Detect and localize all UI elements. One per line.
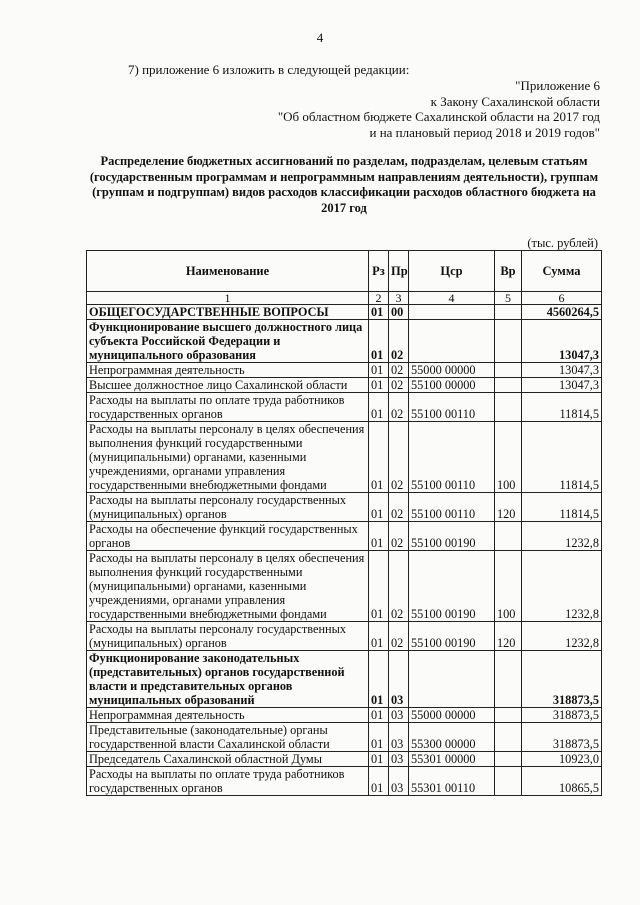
row-pr: 02 (389, 493, 409, 522)
row-csr (409, 651, 495, 708)
column-number: 1 (87, 292, 369, 305)
row-vr: 100 (495, 551, 522, 622)
row-rz: 01 (369, 723, 389, 752)
row-vr: 120 (495, 493, 522, 522)
header-pr: Пр (389, 251, 409, 292)
row-rz: 01 (369, 493, 389, 522)
row-name: Расходы на выплаты персоналу государственных (муниципальных) органов (87, 493, 369, 522)
column-number: 5 (495, 292, 522, 305)
row-pr: 00 (389, 305, 409, 320)
row-name: Председатель Сахалинской областной Думы (87, 752, 369, 767)
row-rz: 01 (369, 651, 389, 708)
header-rz: Рз (369, 251, 389, 292)
units-label: (тыс. рублей) (527, 236, 598, 250)
header-name: Наименование (87, 251, 369, 292)
row-pr: 02 (389, 551, 409, 622)
row-sum: 11814,5 (522, 493, 602, 522)
row-csr: 55100 00110 (409, 422, 495, 493)
row-csr: 55300 00000 (409, 723, 495, 752)
row-pr: 03 (389, 651, 409, 708)
row-sum: 318873,5 (522, 708, 602, 723)
row-pr: 03 (389, 767, 409, 796)
row-rz: 01 (369, 622, 389, 651)
row-name: Функционирование высшего должностного лица субъекта Российской Федерации и муниципального образования (87, 320, 369, 363)
row-rz: 01 (369, 551, 389, 622)
row-rz: 01 (369, 378, 389, 393)
row-vr: 100 (495, 422, 522, 493)
row-sum: 11814,5 (522, 393, 602, 422)
table-row (87, 422, 602, 493)
row-csr: 55100 00190 (409, 551, 495, 622)
table-body (87, 305, 602, 796)
row-name: Функционирование законодательных (представительных) органов государственной власти и представительных органов муниципальных образований (87, 651, 369, 708)
row-pr: 03 (389, 708, 409, 723)
row-name: Непрограммная деятельность (87, 363, 369, 378)
row-name: Расходы на выплаты персоналу в целях обеспечения выполнения функций государственными (муниципальными) органами, казенными учреждениями, органами управления государственными внебюджетными фондами (87, 551, 369, 622)
table-row (87, 723, 602, 752)
row-name: Расходы на выплаты персоналу государственных (муниципальных) органов (87, 622, 369, 651)
row-sum: 1232,8 (522, 551, 602, 622)
row-pr: 03 (389, 723, 409, 752)
row-pr: 02 (389, 363, 409, 378)
row-vr (495, 752, 522, 767)
row-rz: 01 (369, 708, 389, 723)
row-vr (495, 767, 522, 796)
row-csr: 55100 00190 (409, 622, 495, 651)
row-name: Расходы на выплаты персоналу в целях обеспечения выполнения функций государственными (муниципальными) органами, казенными учреждениями, органами управления государственными внебюджетными фондами (87, 422, 369, 493)
row-pr: 02 (389, 320, 409, 363)
table-header-row (87, 251, 602, 292)
row-sum: 10865,5 (522, 767, 602, 796)
row-name: Расходы на выплаты по оплате труда работников государственных органов (87, 767, 369, 796)
header-sum: Сумма (522, 251, 602, 292)
row-vr (495, 522, 522, 551)
table-row (87, 393, 602, 422)
header-csr: Цср (409, 251, 495, 292)
budget-table (86, 250, 602, 796)
row-sum: 13047,3 (522, 320, 602, 363)
row-vr (495, 305, 522, 320)
row-name: Представительные (законодательные) органы государственной власти Сахалинской области (87, 723, 369, 752)
row-pr: 03 (389, 752, 409, 767)
row-pr: 02 (389, 422, 409, 493)
table-row (87, 493, 602, 522)
row-rz: 01 (369, 305, 389, 320)
appendix-line: и на плановый период 2018 и 2019 годов" (369, 124, 600, 140)
row-sum: 10923,0 (522, 752, 602, 767)
header-vr: Вр (495, 251, 522, 292)
row-csr: 55301 00000 (409, 752, 495, 767)
row-sum: 318873,5 (522, 651, 602, 708)
row-sum: 13047,3 (522, 363, 602, 378)
appendix-line: "Приложение 6 (515, 78, 600, 93)
row-vr (495, 378, 522, 393)
row-vr: 120 (495, 622, 522, 651)
row-name: Расходы на выплаты по оплате труда работников государственных органов (87, 393, 369, 422)
column-number: 2 (369, 292, 389, 305)
row-pr: 02 (389, 522, 409, 551)
row-csr: 55100 00110 (409, 393, 495, 422)
row-vr (495, 723, 522, 752)
table-row (87, 752, 602, 767)
row-vr (495, 708, 522, 723)
row-vr (495, 320, 522, 363)
column-number: 4 (409, 292, 495, 305)
table-row (87, 622, 602, 651)
row-sum: 13047,3 (522, 378, 602, 393)
table-row (87, 651, 602, 708)
row-sum: 1232,8 (522, 622, 602, 651)
column-number: 3 (389, 292, 409, 305)
intro-text: 7) приложение 6 изложить в следующей редакции: (128, 62, 410, 77)
row-vr (495, 363, 522, 378)
row-name: Непрограммная деятельность (87, 708, 369, 723)
row-vr (495, 651, 522, 708)
row-pr: 02 (389, 393, 409, 422)
row-name: ОБЩЕГОСУДАРСТВЕННЫЕ ВОПРОСЫ (87, 305, 369, 320)
table-row (87, 320, 602, 363)
column-numbers-row (87, 292, 602, 305)
row-name: Высшее должностное лицо Сахалинской области (87, 378, 369, 393)
appendix-line: к Закону Сахалинской области (430, 93, 600, 109)
table-row (87, 708, 602, 723)
row-rz: 01 (369, 393, 389, 422)
row-vr (495, 393, 522, 422)
row-csr: 55301 00110 (409, 767, 495, 796)
row-csr (409, 320, 495, 363)
row-rz: 01 (369, 363, 389, 378)
appendix-line: "Об областном бюджете Сахалинской области на 2017 год (277, 109, 600, 124)
row-rz: 01 (369, 422, 389, 493)
table-row (87, 305, 602, 320)
row-sum: 1232,8 (522, 522, 602, 551)
row-name: Расходы на обеспечение функций государственных органов (87, 522, 369, 551)
row-pr: 02 (389, 622, 409, 651)
column-number: 6 (522, 292, 602, 305)
appendix-reference (278, 78, 600, 140)
row-sum: 318873,5 (522, 723, 602, 752)
row-rz: 01 (369, 320, 389, 363)
row-pr: 02 (389, 378, 409, 393)
row-csr: 55000 00000 (409, 363, 495, 378)
row-sum: 4560264,5 (522, 305, 602, 320)
row-rz: 01 (369, 522, 389, 551)
row-csr: 55000 00000 (409, 708, 495, 723)
page-number: 4 (316, 30, 324, 45)
row-csr: 55100 00110 (409, 493, 495, 522)
row-csr: 55100 00000 (409, 378, 495, 393)
table-row (87, 522, 602, 551)
row-sum: 11814,5 (522, 422, 602, 493)
document-heading: Распределение бюджетных ассигнований по разделам, подразделам, целевым статьям (государственным программам и непрограммным направлениям деятельности), группам (группам и подгруппам) видов расходов классификации расходов областного бюджета на 2017 год (89, 154, 599, 215)
table-row (87, 767, 602, 796)
table-row (87, 363, 602, 378)
row-csr (409, 305, 495, 320)
row-rz: 01 (369, 752, 389, 767)
row-csr: 55100 00190 (409, 522, 495, 551)
row-rz: 01 (369, 767, 389, 796)
table-row (87, 378, 602, 393)
table-row (87, 551, 602, 622)
